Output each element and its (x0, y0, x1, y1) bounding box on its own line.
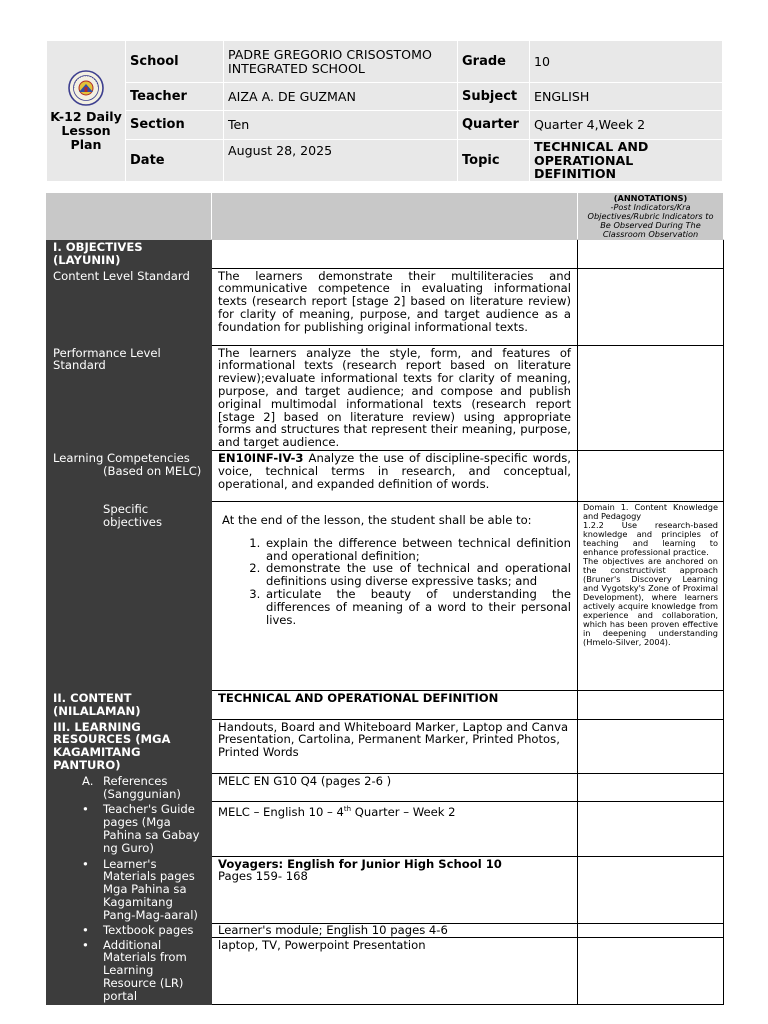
empty-cell (578, 856, 724, 923)
performance-standard-label: Performance Level Standard (47, 345, 212, 450)
references-letter: A. (82, 773, 94, 788)
teachers-guide-value-b: Quarter – Week 2 (351, 805, 456, 820)
competencies-sublabel: (Based on MELC) (103, 463, 202, 478)
textbook-label: Textbook pages (103, 922, 194, 937)
grade-label: Grade (458, 41, 530, 83)
section-label: Section (126, 111, 224, 140)
performance-standard-text: The learners analyze the style, form, and features of informational texts (research report based on literature review);evaluate informational texts for clarity of meaning, purpose, and target audience; and compose and publish original multimodal informational texts (research report [stage 2] based on literature review) using appropriate forms and structures that represent their meaning, purpose, and target audience. (212, 345, 578, 450)
content-value: TECHNICAL AND OPERATIONAL DEFINITION (212, 690, 578, 719)
learners-materials-label: Learner's Materials pages Mga Pahina sa Kagamitang Pang-Mag-aaral) (103, 856, 198, 922)
topic-label: Topic (458, 140, 530, 182)
annotation-indicator: 1.2.2 Use research-based knowledge and principles of teaching and learning to enhance professional practice. (583, 519, 718, 557)
specific-intro: At the end of the lesson, the student shall be able to: (222, 512, 532, 527)
textbook-value: Learner's module; English 10 pages 4-6 (212, 923, 578, 937)
additional-materials-label: Additional Materials from Learning Resource (LR) portal (103, 937, 187, 1003)
empty-cell (578, 937, 724, 1004)
references-value: MELC EN G10 Q4 (pages 2-6 ) (212, 773, 578, 802)
bullet-icon: • (82, 922, 89, 937)
annotations-title: (ANNOTATIONS) (613, 193, 688, 203)
learners-materials-cell (47, 856, 212, 923)
date-label: Date (126, 140, 224, 182)
annotations-header (578, 194, 724, 240)
competency-cell (212, 450, 578, 501)
empty-cell (212, 240, 578, 269)
teacher-value: AIZA A. DE GUZMAN (224, 83, 458, 111)
teachers-guide-value (212, 802, 578, 856)
bullet-icon: • (82, 937, 89, 952)
resources-value: Handouts, Board and Whiteboard Marker, Laptop and Canva Presentation, Cartolina, Permanent Marker, Printed Photos, Printed Words (212, 719, 578, 773)
additional-materials-value: laptop, TV, Powerpoint Presentation (212, 937, 578, 1004)
empty-cell (578, 450, 724, 501)
empty-cell (578, 345, 724, 450)
empty-cell (578, 719, 724, 773)
topic-value: TECHNICAL AND OPERATIONAL DEFINITION (530, 140, 723, 182)
subject-value: ENGLISH (530, 83, 723, 111)
deped-seal-icon (68, 70, 104, 106)
resources-heading: III. LEARNING RESOURCES (MGA KAGAMITANG PANTURO) (47, 719, 212, 773)
teachers-guide-value-a: MELC – English 10 – 4 (218, 805, 344, 820)
list-item: 1. explain the difference between technical definition and operational definition; (264, 537, 571, 563)
empty-cell (578, 268, 724, 345)
bullet-icon: • (82, 802, 89, 817)
teachers-guide-value-sup: th (343, 805, 352, 814)
references-label: References (Sanggunian) (103, 773, 181, 801)
additional-materials-cell (47, 937, 212, 1004)
quarter-label: Quarter (458, 111, 530, 140)
annotation-domain: Domain 1. Content Knowledge and Pedagogy (583, 501, 718, 521)
specific-objectives-cell (47, 501, 212, 690)
empty-cell (578, 690, 724, 719)
annotations-subtitle: -Post Indicators/Kra Objectives/Rubric Indicators to Be Observed During The Classroom Observation (587, 202, 714, 239)
specific-objectives-body (212, 501, 578, 690)
specific-objectives-label: Specific objectives (103, 501, 162, 529)
competency-text: Analyze the use of discipline-specific words, voice, technical terms in research, and conceptual, operational, and expanded definition of words. (218, 450, 571, 491)
competencies-cell (47, 450, 212, 501)
list-item: 3. articulate the beauty of understanding the differences of meaning of a word to their personal lives. (264, 588, 571, 626)
grade-value: 10 (530, 41, 723, 83)
competency-code: EN10INF-IV-3 (218, 450, 304, 465)
empty-cell (578, 802, 724, 856)
teachers-guide-label: Teacher's Guide pages (Mga Pahina sa Gabay ng Guro) (103, 802, 200, 855)
school-value: PADRE GREGORIO CRISOSTOMO INTEGRATED SCHOOL (224, 41, 458, 83)
content-standard-text: The learners demonstrate their multiliteracies and communicative competence in evaluating informational texts (research report [stage 2] based on literature review) for clarity of meaning, purpose, and target audience as a foundation for publishing original informational texts. (212, 268, 578, 345)
teacher-label: Teacher (126, 83, 224, 111)
subject-label: Subject (458, 83, 530, 111)
learners-materials-pages: Pages 159- 168 (218, 869, 308, 884)
objectives-annotation (578, 501, 724, 690)
content-standard-label: Content Level Standard (47, 268, 212, 345)
plan-title: K-12 Daily Lesson Plan (50, 109, 122, 152)
list-item: 2. demonstrate the use of technical and operational definitions using diverse expressive tasks; and (264, 562, 571, 588)
annotation-note: The objectives are anchored on the constructivist approach (Bruner's Discovery Learning and Vygotsky's Zone of Proximal Development), where learners actively acquire knowledge from experience and collaboration, which has been proven effective in deepening understanding (Hmelo-Silver, 2004). (583, 555, 718, 647)
deped-logo-cell (47, 41, 126, 182)
empty-cell (578, 240, 724, 269)
learners-materials-title: Voyagers: English for Junior High School 10 (218, 856, 502, 871)
textbook-cell (47, 923, 212, 937)
section-value: Ten (224, 111, 458, 140)
content-heading: II. CONTENT (NILALAMAN) (47, 690, 212, 719)
quarter-value: Quarter 4,Week 2 (530, 111, 723, 140)
lesson-plan-table (46, 193, 724, 1005)
bullet-icon: • (82, 856, 89, 871)
header-blank-cell (47, 194, 212, 240)
header-table (46, 40, 723, 182)
learners-materials-value (212, 856, 578, 923)
date-value: August 28, 2025 (224, 140, 458, 182)
school-label: School (126, 41, 224, 83)
competencies-label: Learning Competencies (53, 450, 190, 465)
specific-objectives-list (264, 537, 571, 627)
objectives-heading: I. OBJECTIVES (LAYUNIN) (47, 240, 212, 269)
references-cell (47, 773, 212, 802)
teachers-guide-cell (47, 802, 212, 856)
empty-cell (578, 773, 724, 802)
header-blank-cell (212, 194, 578, 240)
empty-cell (578, 923, 724, 937)
